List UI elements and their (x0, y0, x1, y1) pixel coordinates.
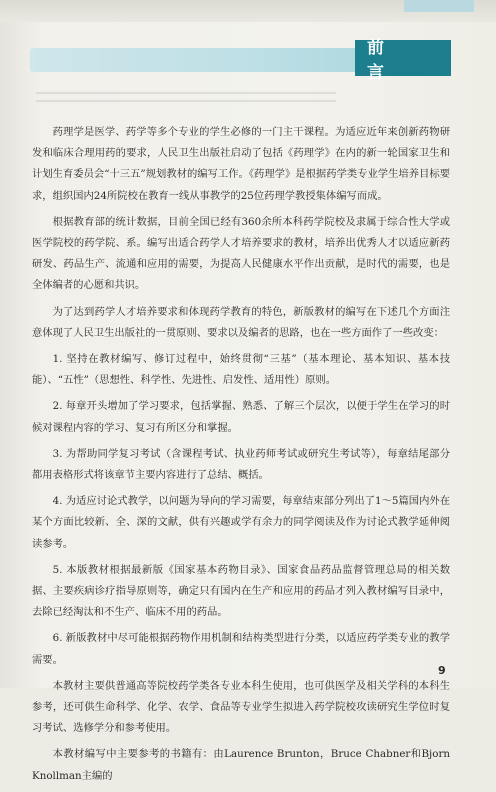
paragraph: 4. 为适应讨论式教学，以问题为导向的学习需要，每章结束部分列出了1～5篇国内外在某个方面比较新、全、深的文献，供有兴趣或学有余力的同学阅读及作为讨论式教学延伸阅读参考。 (32, 495, 450, 550)
top-tab (404, 0, 474, 12)
top-strip (0, 0, 496, 22)
body-text (32, 122, 450, 792)
paragraph: 本教材编写中主要参考的书籍有：由Laurence Brunton，Bruce Chabner和Bjorn Knollman主编的 (32, 748, 450, 782)
paragraph: 2. 每章开头增加了学习要求，包括掌握、熟悉、了解三个层次，以便于学生在学习的时候对课程内容的学习、复习有所区分和掌握。 (32, 400, 450, 434)
bleed-through (36, 86, 336, 114)
paragraph: 3. 为帮助同学复习考试（含课程考试、执业药师考试或研究生考试等），每章结尾部分都用表格形式将该章节主要内容进行了总结、概括。 (32, 447, 450, 482)
page-number: 9 (438, 664, 446, 677)
paragraph: 6. 新版教材中尽可能根据药物作用机制和结构类型进行分类，以适应药学类专业的教学需要。 (32, 632, 450, 666)
paragraph: 药理学是医学、药学等多个专业的学生必修的一门主干课程。为适应近年来创新药物研发和临床合理用药的要求，人民卫生出版社启动了包括《药理学》在内的新一轮国家卫生和计划生育委员会“十三五”规划教材的编写工作。《药理学》是根据药学类专业学生培养目标要求，组织国内24所院校在教育一线从事教学的25位药理学教授集体编写而成。 (32, 126, 450, 202)
paragraph: 本教材主要供普通高等院校药学类各专业本科生使用，也可供医学及相关学科的本科生参考，还可供生命科学、化学、农学、食品等专业学生拟进入药学院校攻读研究生学位时复习考试、选修学分和参考使用。 (32, 679, 450, 735)
paragraph: 根据教育部的统计数据，目前全国已经有360余所本科药学院校及隶属于综合性大学或医学院校的药学院、系。编写出适合药学人才培养要求的教材，培养出优秀人才以适应新药研发、药品生产、流通和应用的需要，为提高人民健康水平作出贡献，是时代的需要，也是全体编者的心愿和共识。 (32, 215, 450, 292)
paragraph: 为了达到药学人才培养要求和体现药学教育的特色，新版教材的编写在下述几个方面注意体现了人民卫生出版社的一贯原则、要求以及编者的思路，也在一些方面作了一些改变： (32, 305, 450, 339)
paragraph: 5. 本版教材根据最新版《国家基本药物目录》、国家食品药品监督管理总局的相关数据、主要疾病诊疗指导原则等，确定只有国内在生产和应用的药品才列入教材编写目录中，去除已经淘汰和不生产、临床不用的药品。 (32, 563, 450, 619)
page-title: 前 言 (355, 40, 451, 76)
paragraph: 1. 坚持在教材编写、修订过程中，始终贯彻“三基”（基本理论、基本知识、基本技能）、“五性”（思想性、科学性、先进性、启发性、适用性）原则。 (32, 353, 450, 387)
